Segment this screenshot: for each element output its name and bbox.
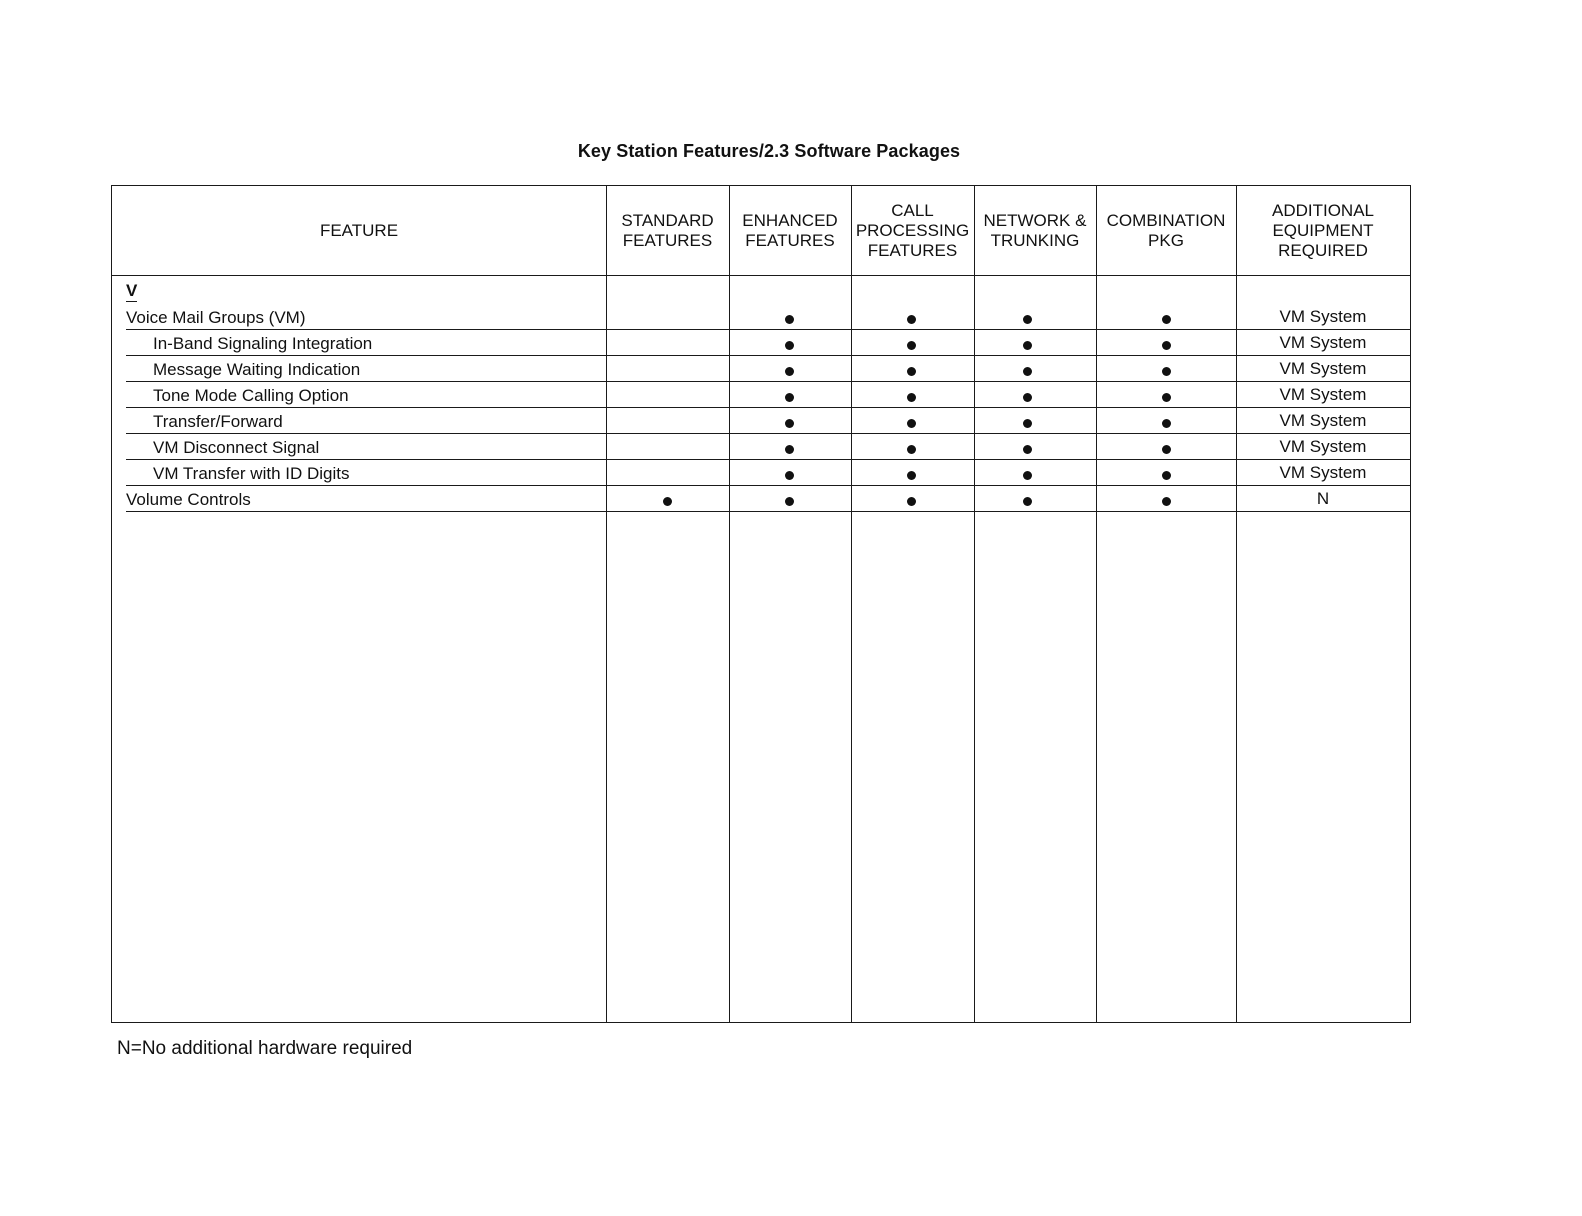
header-additional-equipment: ADDITIONAL EQUIPMENT REQUIRED bbox=[1271, 200, 1375, 260]
feature-name: VM Transfer with ID Digits bbox=[153, 464, 350, 483]
section-letter: V bbox=[126, 281, 138, 300]
feature-table bbox=[111, 185, 1411, 1023]
table-row bbox=[112, 408, 1410, 434]
page-title: Key Station Features/2.3 Software Packages bbox=[577, 141, 961, 161]
included-bullet-icon bbox=[907, 393, 916, 402]
included-bullet-icon bbox=[1023, 497, 1032, 506]
header-combination-pkg: COMBINATION PKG bbox=[1106, 210, 1226, 250]
included-bullet-icon bbox=[1023, 445, 1032, 454]
included-bullet-icon bbox=[907, 367, 916, 376]
included-bullet-icon bbox=[907, 341, 916, 350]
included-bullet-icon bbox=[907, 419, 916, 428]
feature-name: Voice Mail Groups (VM) bbox=[126, 308, 306, 327]
included-bullet-icon bbox=[785, 445, 794, 454]
table-row bbox=[112, 382, 1410, 408]
included-bullet-icon bbox=[785, 367, 794, 376]
included-bullet-icon bbox=[1023, 419, 1032, 428]
row-rule bbox=[126, 511, 1410, 512]
included-bullet-icon bbox=[1162, 497, 1171, 506]
equipment-required: VM System bbox=[1279, 385, 1367, 404]
included-bullet-icon bbox=[907, 315, 916, 324]
equipment-required: N bbox=[1316, 489, 1330, 508]
footnote: N=No additional hardware required bbox=[117, 1038, 413, 1059]
header-network-trunking: NETWORK & TRUNKING bbox=[983, 210, 1087, 250]
equipment-required: VM System bbox=[1279, 437, 1367, 456]
included-bullet-icon bbox=[907, 445, 916, 454]
equipment-required: VM System bbox=[1279, 359, 1367, 378]
feature-name: VM Disconnect Signal bbox=[153, 438, 320, 457]
included-bullet-icon bbox=[1162, 367, 1171, 376]
included-bullet-icon bbox=[1162, 315, 1171, 324]
header-enhanced-features: ENHANCED FEATURES bbox=[742, 210, 838, 250]
included-bullet-icon bbox=[785, 393, 794, 402]
included-bullet-icon bbox=[907, 497, 916, 506]
included-bullet-icon bbox=[1162, 419, 1171, 428]
feature-name: Message Waiting Indication bbox=[153, 360, 361, 379]
included-bullet-icon bbox=[1162, 393, 1171, 402]
included-bullet-icon bbox=[785, 471, 794, 480]
included-bullet-icon bbox=[1023, 367, 1032, 376]
table-row bbox=[112, 304, 1410, 330]
equipment-required: VM System bbox=[1279, 463, 1367, 482]
included-bullet-icon bbox=[1023, 471, 1032, 480]
included-bullet-icon bbox=[1023, 341, 1032, 350]
included-bullet-icon bbox=[785, 341, 794, 350]
included-bullet-icon bbox=[1162, 445, 1171, 454]
included-bullet-icon bbox=[785, 419, 794, 428]
table-row bbox=[112, 486, 1410, 512]
feature-name: Tone Mode Calling Option bbox=[153, 386, 349, 405]
feature-name: Transfer/Forward bbox=[153, 412, 283, 431]
included-bullet-icon bbox=[663, 497, 672, 506]
included-bullet-icon bbox=[1162, 341, 1171, 350]
header-standard-features: STANDARD FEATURES bbox=[621, 210, 714, 250]
included-bullet-icon bbox=[785, 497, 794, 506]
included-bullet-icon bbox=[1023, 393, 1032, 402]
included-bullet-icon bbox=[907, 471, 916, 480]
table-row bbox=[112, 460, 1410, 486]
included-bullet-icon bbox=[785, 315, 794, 324]
included-bullet-icon bbox=[1162, 471, 1171, 480]
header-feature: FEATURE bbox=[319, 220, 399, 240]
table-row bbox=[112, 434, 1410, 460]
equipment-required: VM System bbox=[1279, 333, 1367, 352]
table-row bbox=[112, 330, 1410, 356]
feature-name: In-Band Signaling Integration bbox=[153, 334, 373, 353]
included-bullet-icon bbox=[1023, 315, 1032, 324]
table-row bbox=[112, 356, 1410, 382]
feature-name: Volume Controls bbox=[126, 490, 251, 509]
header-call-processing-features: CALL PROCESSING FEATURES bbox=[855, 200, 970, 260]
equipment-required: VM System bbox=[1279, 411, 1367, 430]
equipment-required: VM System bbox=[1279, 307, 1367, 326]
header-divider bbox=[112, 275, 1410, 276]
